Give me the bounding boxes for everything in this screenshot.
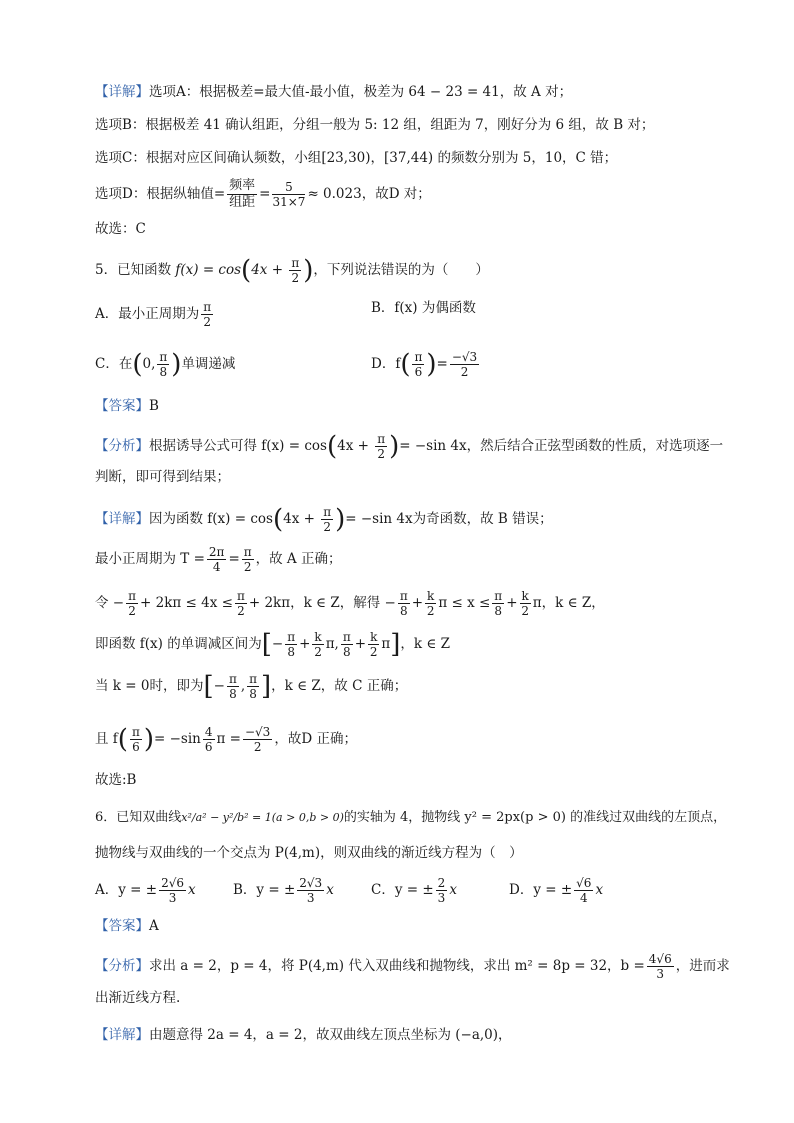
- analysis-line-6b: 出渐近线方程.: [95, 990, 181, 1006]
- answer-line: 故选：C: [95, 221, 146, 237]
- option-c-text: 选项C：根据对应区间确认频数，小组[23,30)，[37,44) 的频数分别为 5，10，C 错；: [95, 150, 618, 166]
- analysis-line-5: 【分析】根据诱导公式可得 f(x) = cos(4x + $\frac{\pi}{2}$ )= −sin 4x，然后结合正弦型函数的性质，对选项逐一: [95, 431, 724, 462]
- interval-line: 即函数 f(x) 的单调减区间为[− $\frac{\pi}{8}$ + $\frac{k}{2}$ π, $\frac{\pi}{8}$ + $\frac{k}{2}$ π]，k ∈ Z: [95, 629, 451, 660]
- detail-line-5: 【详解】因为函数 f(x) = cos(4x + $\frac{\pi}{2}$ )= −sin 4x为奇函数，故 B 错误；: [95, 504, 553, 535]
- detail-text: 选项A：根据极差=最大值-最小值，极差为 64 − 23 = 41，故 A 对；: [149, 84, 573, 100]
- option-a: A．最小正周期为 $\frac{\pi}{2}$: [95, 300, 212, 329]
- period-line: 最小正周期为 T = $\frac{2\pi}{4}$ = $\frac{\pi}{2}$ ，故 A 正确；: [95, 545, 342, 574]
- detail-line-6: 【详解】由题意得 2a = 4，a = 2，故双曲线左顶点坐标为 (−a,0)，: [95, 1027, 512, 1043]
- k-zero-line: 当 k = 0时，即为[− $\frac{\pi}{8}$ , $\frac{\pi}{8}$ ]，k ∈ Z，故 C 正确；: [95, 671, 408, 702]
- question-5: 5．已知函数 f(x) = cos(4x + $\frac{\pi}{2}$ )，下列说法错误的为（ ）: [95, 255, 489, 286]
- detail-line-1: [95, 82, 572, 102]
- analysis-line-5b: 判断，即可得到结果；: [95, 469, 230, 485]
- fraction: $\frac{5}{31\times 7}$: [272, 180, 306, 209]
- answer-line-5b: 故选:B: [95, 772, 137, 788]
- inequality-line: 令 − $\frac{\pi}{2}$ + 2kπ ≤ 4x ≤ $\frac{\pi}{2}$ + 2kπ，k ∈ Z，解得 − $\frac{\pi}{8}$ + $\frac{k}{2}$ π ≤ x ≤ $\frac{\pi}{8}$ + $\frac{k}{2}$ π，k ∈ Z，: [95, 589, 605, 618]
- fraction: $\frac{\text{频率}}{\text{组距}}$: [229, 178, 256, 210]
- detail-line-4: 选项D：根据纵轴值= $\frac{\text{频率}}{\text{组距}}$ = $\frac{5}{31\times 7}$ ≈ 0.023，故D 对；: [95, 178, 431, 210]
- answer-line-6: 【答案】A: [95, 918, 159, 934]
- q6-option-b: B．y = ± $\frac{2√3}{3}$ x: [233, 876, 334, 905]
- question-6: 6．已知双曲线x²/a² − y²/b² = 1(a > 0,b > 0)的实轴为 4，抛物线 y² = 2px(p > 0) 的准线过双曲线的左顶点，: [95, 810, 727, 825]
- question-6b: 抛物线与双曲线的一个交点为 P(4,m)，则双曲线的渐近线方程为（ ）: [95, 845, 523, 861]
- answer-line-5: 【答案】B: [95, 398, 159, 414]
- q6-option-a: A．y = ± $\frac{2√6}{3}$ x: [95, 876, 196, 905]
- option-d: D．f( $\frac{\pi}{6}$ )= $\frac{-√3}{2}$: [371, 349, 478, 380]
- option-b-text: 选项B：根据极差 41 确认组距，分组一般为 5: 12 组，组距为 7，刚好分为 6 组，故 B 对；: [95, 117, 655, 133]
- detail-tag: 【详解】: [95, 84, 149, 100]
- option-d-text: 选项D：根据纵轴值=: [95, 186, 226, 202]
- q6-option-c: C．y = ± $\frac{2}{3}$ x: [371, 876, 457, 905]
- analysis-line-6: 【分析】求出 a = 2，p = 4，将 P(4,m) 代入双曲线和抛物线，求出 m² = 8p = 32，b = $\frac{4√6}{3}$ ，进而求: [95, 952, 730, 981]
- q6-option-d: D．y = ± $\frac{√6}{4}$ x: [509, 876, 604, 905]
- value-line: 且 f( $\frac{\pi}{6}$ )= −sin $\frac{4}{6}$ π = $\frac{-√3}{2}$ ，故D 正确；: [95, 724, 357, 755]
- detail-line-2: [95, 115, 654, 135]
- detail-line-3: [95, 148, 617, 168]
- option-b: B．f(x) 为偶函数: [371, 300, 476, 316]
- option-c: C．在(0, $\frac{\pi}{8}$ )单调递减: [95, 349, 236, 380]
